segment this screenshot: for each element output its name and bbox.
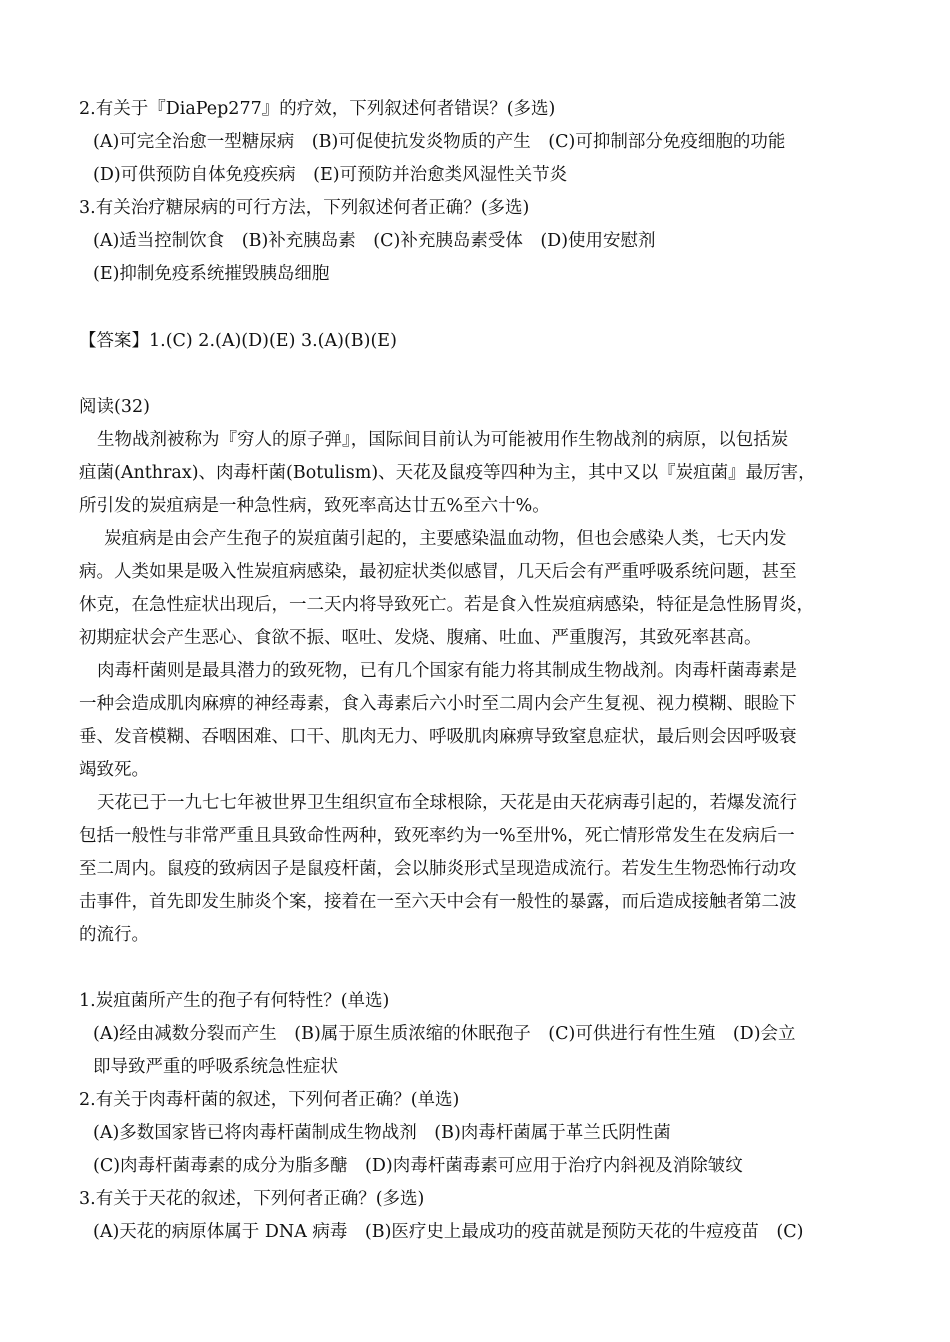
reading-question-2-options-line-1: (A)多数国家皆已将肉毒杆菌制成生物战剂 (B)肉毒杆菌属于革兰氏阴性菌 [93, 1123, 671, 1143]
paragraph-line: 初期症状会产生恶心、食欲不振、呕吐、发烧、腹痛、吐血、严重腹泻，其致死率甚高。 [79, 628, 762, 648]
paragraph-line: 天花已于一九七七年被世界卫生组织宣布全球根除，天花是由天花病毒引起的，若爆发流行 [97, 793, 797, 813]
question-3-options-line-2: (E)抑制免疫系统摧毁胰岛细胞 [93, 264, 330, 284]
paragraph-line: 生物战剂被称为『穷人的原子弹』，国际间目前认为可能被用作生物战剂的病原，以包括炭 [97, 430, 789, 450]
paragraph-line: 击事件，首先即发生肺炎个案，接着在一至六天中会有一般性的暴露，而后造成接触者第二波 [79, 892, 797, 912]
paragraph-line: 疽菌(Anthrax)、肉毒杆菌(Botulism)、天花及鼠疫等四种为主，其中又以『炭疽菌』最厉害， [79, 463, 816, 483]
paragraph-line: 病。人类如果是吸入性炭疽病感染，最初症状类似感冒，几天后会有严重呼吸系统问题，甚至 [79, 562, 797, 582]
paragraph-line: 竭致死。 [79, 760, 149, 780]
paragraph-line: 一种会造成肌肉麻痹的神经毒素，食入毒素后六小时至二周内会产生复视、视力模糊、眼睑下 [79, 694, 797, 714]
question-2-options-line-1: (A)可完全治愈一型糖尿病 (B)可促使抗发炎物质的产生 (C)可抑制部分免疫细胞的功能 [93, 132, 786, 152]
paragraph-line: 肉毒杆菌则是最具潜力的致死物，已有几个国家有能力将其制成生物战剂。肉毒杆菌毒素是 [97, 661, 797, 681]
answer-key: 【答案】1.(C) 2.(A)(D)(E) 3.(A)(B)(E) [79, 331, 397, 351]
paragraph-line: 垂、发音模糊、吞咽困难、口干、肌肉无力、呼吸肌肉麻痹导致窒息症状，最后则会因呼吸衰 [79, 727, 797, 747]
question-3-options-line-1: (A)适当控制饮食 (B)补充胰岛素 (C)补充胰岛素受体 (D)使用安慰剂 [93, 231, 656, 251]
question-2-options-line-2: (D)可供预防自体免疫疾病 (E)可预防并治愈类风湿性关节炎 [93, 165, 568, 185]
reading-title: 阅读(32) [79, 397, 150, 417]
question-3-stem: 3.有关治疗糖尿病的可行方法，下列叙述何者正确？(多选) [79, 198, 530, 218]
paragraph-line: 所引发的炭疽病是一种急性病，致死率高达廿五%至六十%。 [79, 496, 550, 516]
reading-question-1-stem: 1.炭疽菌所产生的孢子有何特性？(单选) [79, 991, 390, 1011]
reading-question-1-options-line-1: (A)经由减数分裂而产生 (B)属于原生质浓缩的休眠孢子 (C)可供进行有性生殖 (D)会立 [93, 1024, 796, 1044]
paragraph-line: 的流行。 [79, 925, 149, 945]
reading-question-2-options-line-2: (C)肉毒杆菌毒素的成分为脂多醣 (D)肉毒杆菌毒素可应用于治疗内斜视及消除皱纹 [93, 1156, 743, 1176]
question-2-stem: 2.有关于『DiaPep277』的疗效，下列叙述何者错误？(多选) [79, 99, 556, 119]
paragraph-line: 包括一般性与非常严重且具致命性两种，致死率约为一%至卅%，死亡情形常发生在发病后一 [79, 826, 795, 846]
reading-question-2-stem: 2.有关于肉毒杆菌的叙述，下列何者正确？(单选) [79, 1090, 460, 1110]
reading-question-1-options-line-2: 即导致严重的呼吸系统急性症状 [93, 1057, 338, 1077]
paragraph-line: 至二周内。鼠疫的致病因子是鼠疫杆菌，会以肺炎形式呈现造成流行。若发生生物恐怖行动攻 [79, 859, 797, 879]
reading-question-3-stem: 3.有关于天花的叙述，下列何者正确？(多选) [79, 1189, 425, 1209]
reading-question-3-options-line-1: (A)天花的病原体属于 DNA 病毒 (B)医疗史上最成功的疫苗就是预防天花的牛痘疫苗 (C) [93, 1222, 804, 1242]
paragraph-line: 休克，在急性症状出现后，一二天内将导致死亡。若是食入性炭疽病感染，特征是急性肠胃炎， [79, 595, 814, 615]
paragraph-line: 炭疽病是由会产生孢子的炭疽菌引起的，主要感染温血动物，但也会感染人类，七天内发 [104, 529, 787, 549]
